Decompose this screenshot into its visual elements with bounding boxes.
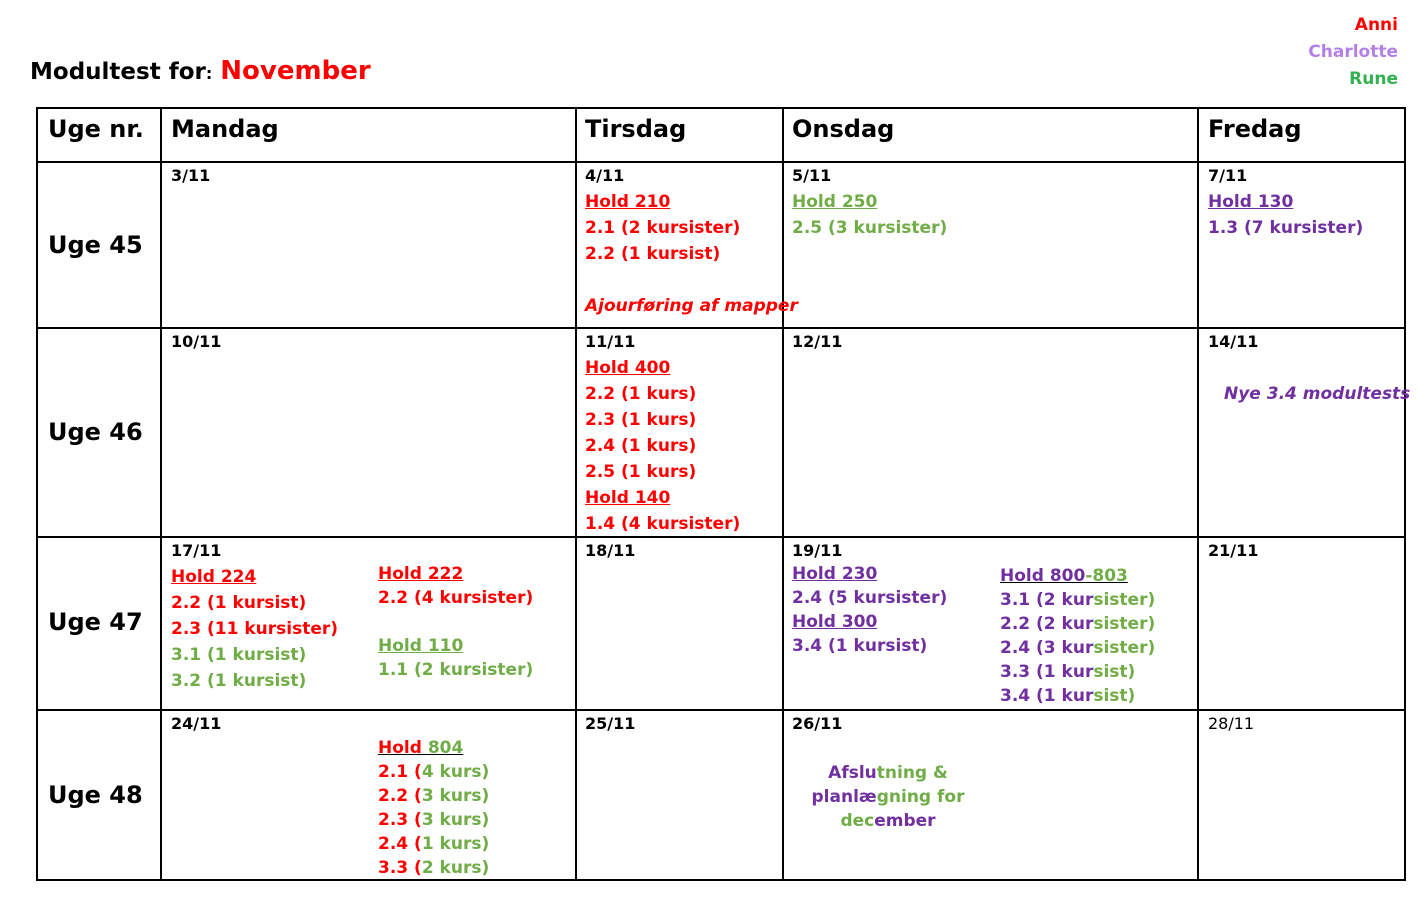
- text-part: dec: [840, 811, 875, 831]
- module-line: 1.4 (4 kursister): [585, 514, 741, 534]
- date-cell: 24/11: [171, 714, 222, 733]
- note-w48-onsdag: [808, 761, 968, 833]
- text-part: sister): [1093, 614, 1156, 634]
- date-cell: 28/11: [1208, 714, 1255, 733]
- module-line: 2.1 (2 kursister): [585, 218, 741, 238]
- entry-w46-tirsdag: [585, 355, 740, 537]
- module-line: [1000, 684, 1155, 708]
- grid-line: [38, 709, 1404, 711]
- date-cell: 19/11: [792, 541, 843, 560]
- grid-line: [38, 161, 1404, 163]
- date-cell: 3/11: [171, 166, 211, 185]
- hold-label: Hold 250: [792, 192, 878, 212]
- entry-w45-onsdag: [792, 189, 947, 241]
- legend-anni: Anni: [1354, 15, 1398, 35]
- text-part: 1 kurs): [421, 834, 490, 854]
- hold-label: [378, 736, 489, 760]
- entry-w47-onsdag-b: [1000, 564, 1155, 708]
- entry-w47-mandag-a: [171, 564, 338, 694]
- module-line: 2.3 (1 kurs): [585, 410, 697, 430]
- module-line: 2.2 (1 kursist): [585, 244, 721, 264]
- header-tirsdag: Tirsdag: [585, 115, 687, 143]
- legend-rune: Rune: [1349, 69, 1398, 89]
- text-part: 3.4 (1 kur: [1000, 686, 1094, 706]
- date-cell: 18/11: [585, 541, 636, 560]
- module-line: 1.1 (2 kursister): [378, 660, 534, 680]
- page-title: [30, 56, 371, 86]
- date-cell: 25/11: [585, 714, 636, 733]
- text-part: sister): [1093, 638, 1156, 658]
- module-line: 2.5 (3 kursister): [792, 218, 948, 238]
- text-part: 3.1 (2 kur: [1000, 590, 1094, 610]
- hold-label: Hold 400: [585, 358, 671, 378]
- module-line: 2.3 (11 kursister): [171, 619, 339, 639]
- week-label-48: Uge 48: [48, 781, 143, 809]
- title-colon: :: [205, 64, 213, 83]
- legend: [1308, 12, 1398, 93]
- note-line: [808, 809, 968, 833]
- title-prefix: Modultest for: [30, 59, 206, 85]
- header-mandag: Mandag: [171, 115, 279, 143]
- text-part: sist): [1093, 686, 1136, 706]
- header-fredag: Fredag: [1208, 115, 1302, 143]
- text-part: 3 kurs): [421, 810, 490, 830]
- module-line: [1000, 612, 1155, 636]
- text-part: 4 kurs): [421, 762, 490, 782]
- note-w46-fredag: Nye 3.4 modultests: [1224, 384, 1411, 404]
- text-part: planlæ: [811, 787, 877, 807]
- date-cell: 5/11: [792, 166, 832, 185]
- module-line: 3.4 (1 kursist): [792, 636, 928, 656]
- grid-line: [38, 327, 1404, 329]
- date-cell: 10/11: [171, 332, 222, 351]
- module-line: 2.4 (5 kursister): [792, 588, 948, 608]
- grid-line: [575, 109, 577, 879]
- grid-line: [160, 109, 162, 879]
- entry-w45-tirsdag: [585, 189, 798, 319]
- module-line: 2.5 (1 kurs): [585, 462, 697, 482]
- text-part: 2 kurs): [421, 858, 490, 878]
- date-cell: 11/11: [585, 332, 636, 351]
- text-part: 2.2 (2 kur: [1000, 614, 1094, 634]
- text-part: 3.3 (1 kur: [1000, 662, 1094, 682]
- hold-label: Hold 140: [585, 488, 671, 508]
- text-part: 3.3 (: [378, 858, 422, 878]
- calendar-table: [36, 107, 1411, 881]
- title-month: November: [220, 56, 371, 86]
- module-line: [378, 832, 489, 856]
- module-line: 1.3 (7 kursister): [1208, 218, 1364, 238]
- date-cell: 14/11: [1208, 332, 1259, 351]
- entry-w48-mandag: [378, 736, 489, 880]
- module-line: 3.1 (1 kursist): [171, 645, 307, 665]
- week-label-46: Uge 46: [48, 418, 143, 446]
- hold-label: [1000, 564, 1155, 588]
- hold-part: -803: [1085, 566, 1128, 586]
- entry-w45-fredag: [1208, 189, 1363, 241]
- text-part: 2.1 (: [378, 762, 422, 782]
- text-part: sist): [1093, 662, 1136, 682]
- module-line: 2.2 (1 kursist): [171, 593, 307, 613]
- module-line: [378, 856, 489, 880]
- hold-part: 804: [427, 738, 464, 758]
- date-cell: 4/11: [585, 166, 625, 185]
- hold-label: Hold 222: [378, 564, 464, 584]
- module-line: 2.2 (4 kursister): [378, 588, 534, 608]
- module-line: [1000, 636, 1155, 660]
- module-line: [1000, 588, 1155, 612]
- hold-label: Hold 230: [792, 564, 878, 584]
- entry-w47-mandag-b: [378, 562, 533, 682]
- week-label-45: Uge 45: [48, 231, 143, 259]
- text-part: sister): [1093, 590, 1156, 610]
- legend-charlotte: Charlotte: [1308, 42, 1398, 62]
- module-line: [1000, 660, 1155, 684]
- module-line: 3.2 (1 kursist): [171, 671, 307, 691]
- module-line: [378, 784, 489, 808]
- note: Ajourføring af mapper: [585, 296, 798, 316]
- date-cell: 26/11: [792, 714, 843, 733]
- hold-part: Hold: [378, 738, 428, 758]
- note-line: [808, 785, 968, 809]
- hold-label: Hold 130: [1208, 192, 1294, 212]
- hold-label: Hold 210: [585, 192, 671, 212]
- module-line: [378, 760, 489, 784]
- hold-label: Hold 110: [378, 636, 464, 656]
- text-part: 3 kurs): [421, 786, 490, 806]
- text-part: 2.4 (3 kur: [1000, 638, 1094, 658]
- text-part: tning &: [876, 763, 948, 783]
- header-onsdag: Onsdag: [792, 115, 895, 143]
- text-part: gning for: [876, 787, 965, 807]
- module-line: 2.2 (1 kurs): [585, 384, 697, 404]
- text-part: 2.4 (: [378, 834, 422, 854]
- entry-w47-onsdag-a: [792, 562, 947, 658]
- text-part: 2.3 (: [378, 810, 422, 830]
- hold-label: Hold 224: [171, 567, 257, 587]
- header-uge-nr: Uge nr.: [48, 115, 144, 143]
- date-cell: 7/11: [1208, 166, 1248, 185]
- week-label-47: Uge 47: [48, 608, 143, 636]
- module-line: 2.4 (1 kurs): [585, 436, 697, 456]
- grid-line: [1197, 109, 1199, 879]
- note-line: [808, 761, 968, 785]
- hold-part: Hold 800: [1000, 566, 1086, 586]
- hold-label: Hold 300: [792, 612, 878, 632]
- text-part: Afslu: [828, 763, 877, 783]
- text-part: 2.2 (: [378, 786, 422, 806]
- text-part: ember: [874, 811, 936, 831]
- date-cell: 12/11: [792, 332, 843, 351]
- module-line: [378, 808, 489, 832]
- date-cell: 21/11: [1208, 541, 1259, 560]
- date-cell: 17/11: [171, 541, 222, 560]
